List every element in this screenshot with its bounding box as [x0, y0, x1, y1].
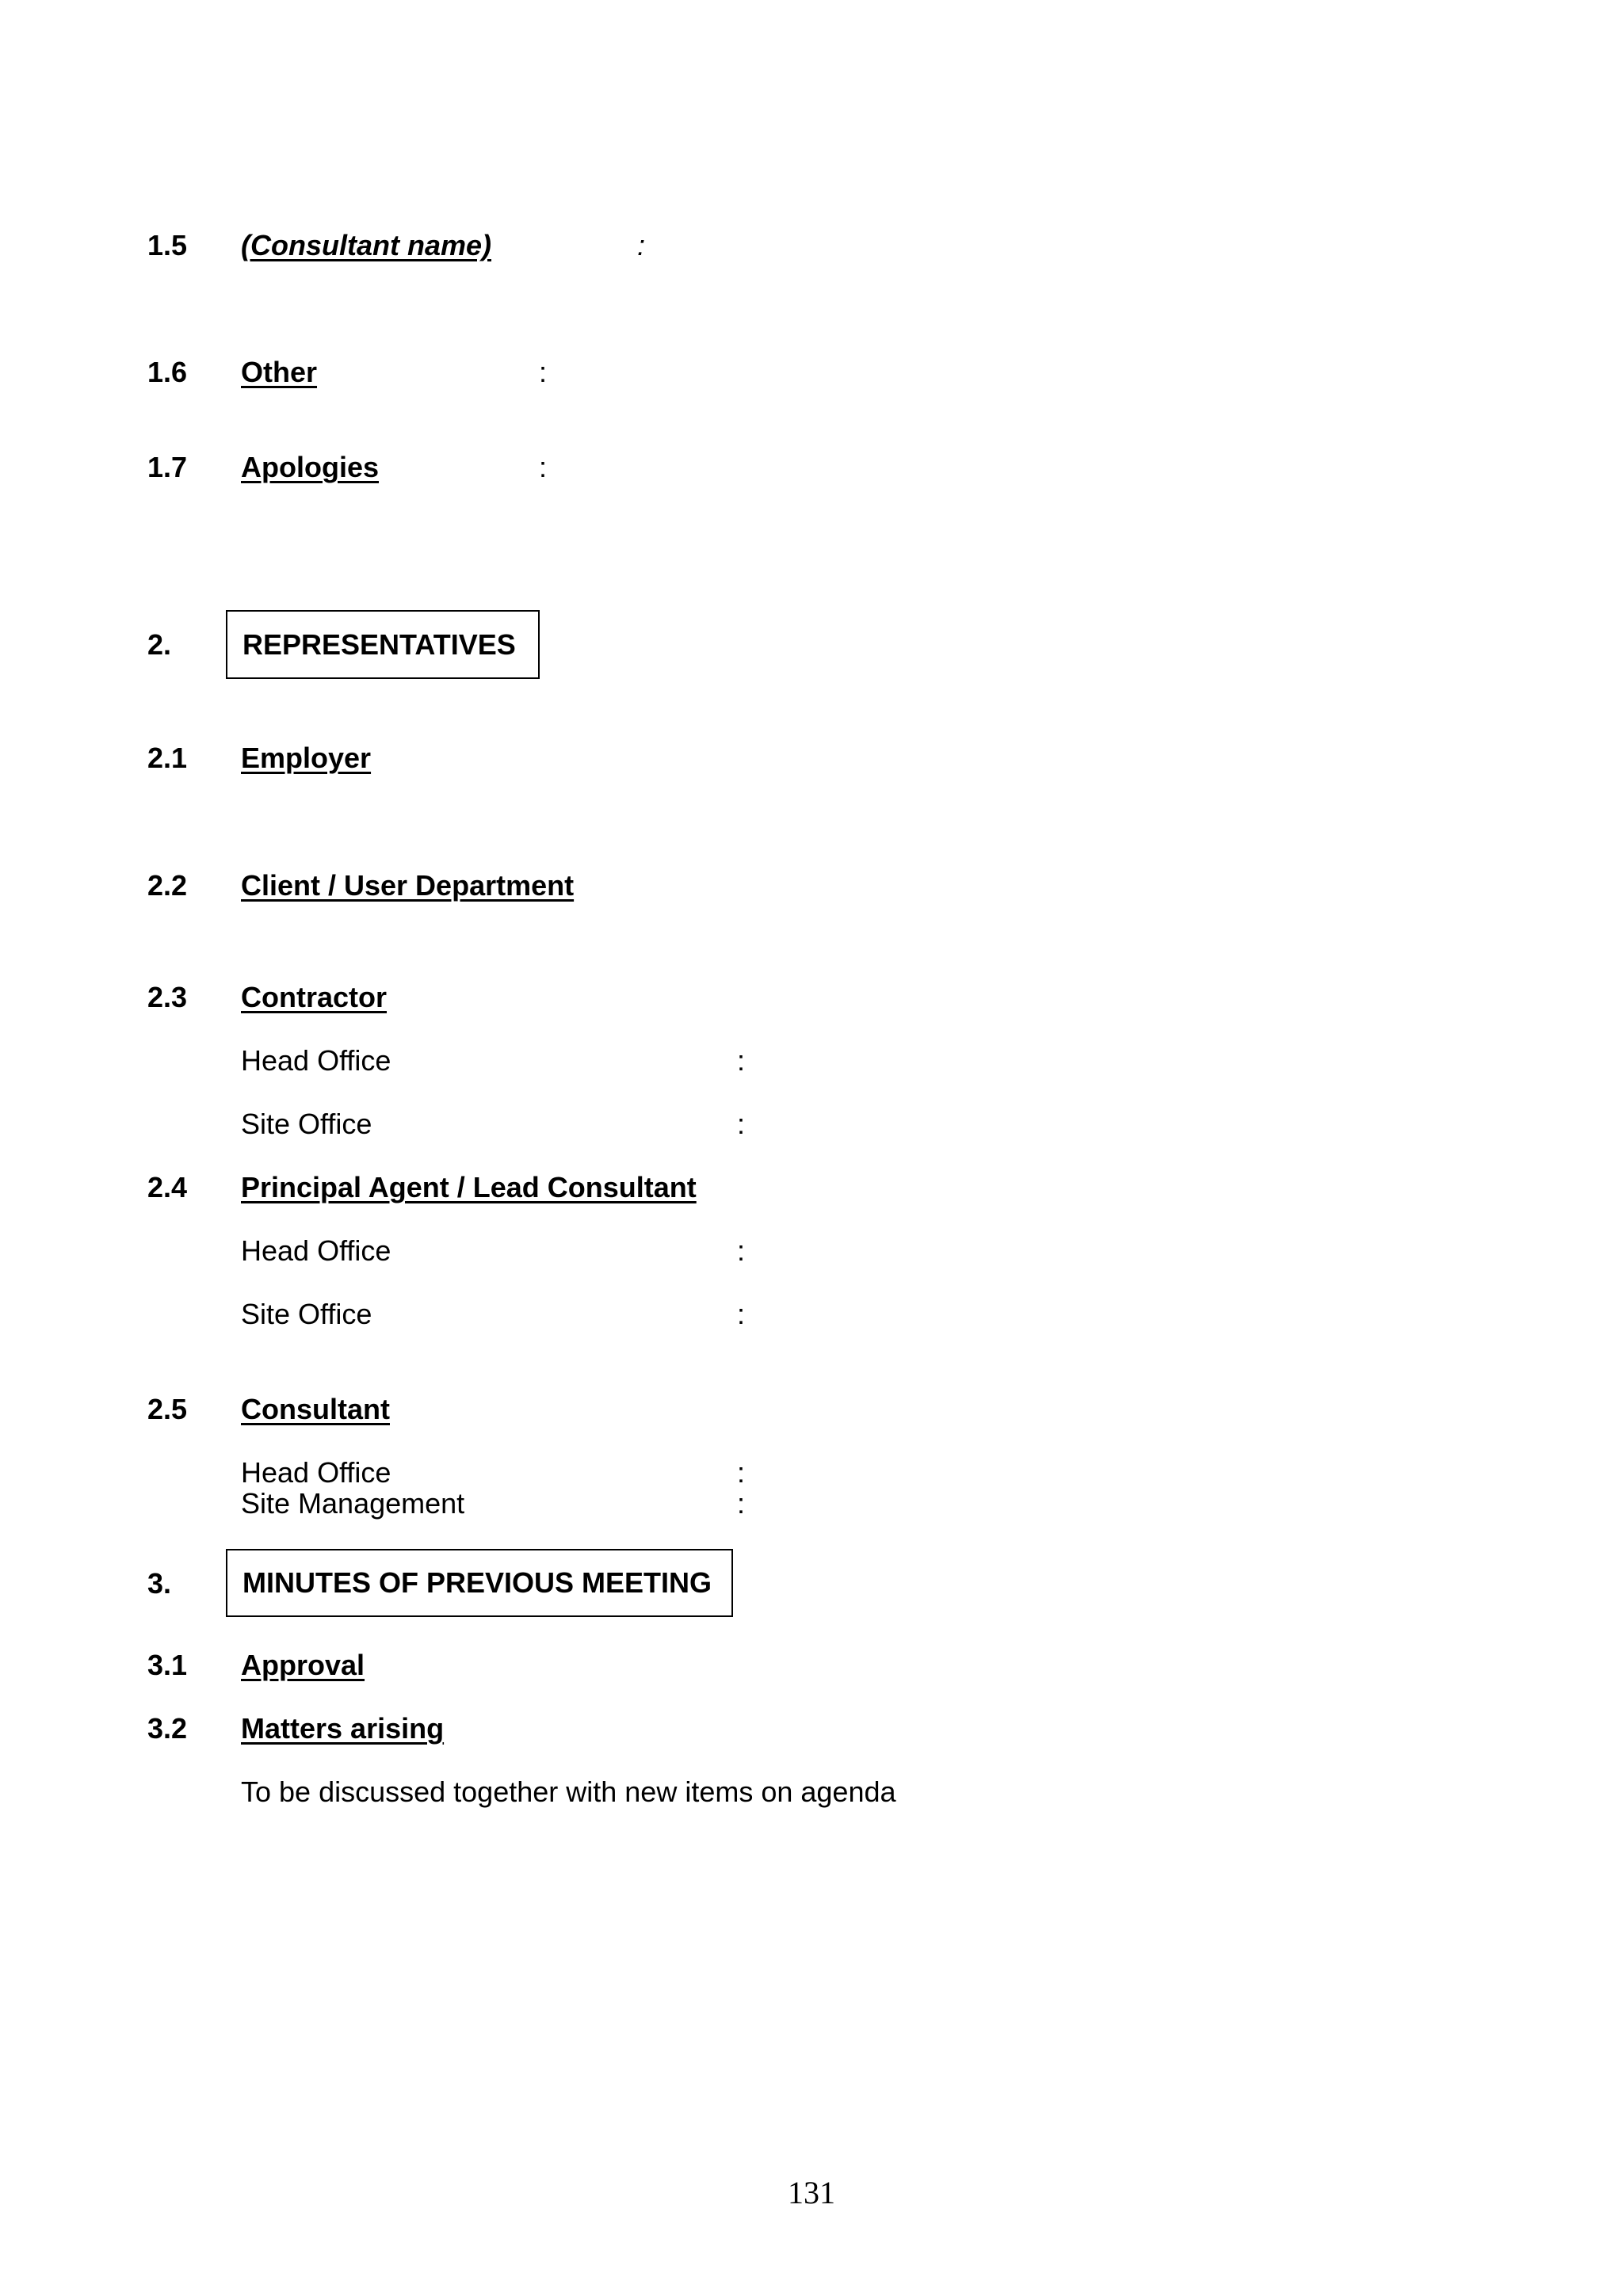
- item-heading-employer: Employer: [241, 742, 372, 774]
- field-colon-consultant-head-office: :: [737, 1456, 746, 1489]
- page-number: 131: [788, 2175, 835, 2210]
- section-number-2: 2.: [147, 628, 172, 661]
- section-number-3: 3.: [147, 1567, 172, 1600]
- item-number-1-6: 1.6: [147, 356, 188, 388]
- item-heading-principal-agent: Principal Agent / Lead Consultant: [241, 1171, 697, 1203]
- item-colon-1-7: :: [539, 451, 548, 483]
- item-number-1-7: 1.7: [147, 451, 188, 483]
- item-number-2-1: 2.1: [147, 742, 188, 774]
- item-number-2-4: 2.4: [147, 1171, 188, 1203]
- item-heading-approval: Approval: [241, 1649, 365, 1681]
- item-heading-other: Other: [241, 356, 318, 388]
- item-number-2-3: 2.3: [147, 981, 188, 1013]
- field-colon-principal-site-office: :: [737, 1298, 746, 1330]
- item-heading-contractor: Contractor: [241, 981, 388, 1013]
- item-heading-client-user-department: Client / User Department: [241, 869, 575, 902]
- section-title-representatives: REPRESENTATIVES: [226, 610, 540, 679]
- item-colon-1-5: :: [637, 229, 646, 261]
- item-number-1-5: 1.5: [147, 229, 188, 261]
- item-heading-matters-arising: Matters arising: [241, 1712, 445, 1745]
- item-number-2-5: 2.5: [147, 1393, 188, 1425]
- item-heading-apologies: Apologies: [241, 451, 380, 483]
- field-label-principal-site-office: Site Office: [241, 1298, 372, 1330]
- item-heading-consultant: Consultant: [241, 1393, 390, 1425]
- item-number-2-2: 2.2: [147, 869, 188, 902]
- item-number-3-2: 3.2: [147, 1712, 188, 1745]
- field-label-consultant-head-office: Head Office: [241, 1456, 391, 1489]
- section-title-minutes-previous-meeting: MINUTES OF PREVIOUS MEETING: [226, 1549, 733, 1617]
- matters-arising-note: To be discussed together with new items on agenda: [241, 1775, 896, 1808]
- field-colon-consultant-site-management: :: [737, 1487, 746, 1520]
- field-colon-contractor-site-office: :: [737, 1108, 746, 1140]
- field-label-principal-head-office: Head Office: [241, 1234, 391, 1267]
- field-label-contractor-head-office: Head Office: [241, 1044, 391, 1077]
- field-colon-principal-head-office: :: [737, 1234, 746, 1267]
- field-label-consultant-site-management: Site Management: [241, 1487, 465, 1520]
- field-label-contractor-site-office: Site Office: [241, 1108, 372, 1140]
- item-colon-1-6: :: [539, 356, 548, 388]
- item-heading-consultant-name: (Consultant name): [241, 229, 492, 261]
- field-colon-contractor-head-office: :: [737, 1044, 746, 1077]
- item-number-3-1: 3.1: [147, 1649, 188, 1681]
